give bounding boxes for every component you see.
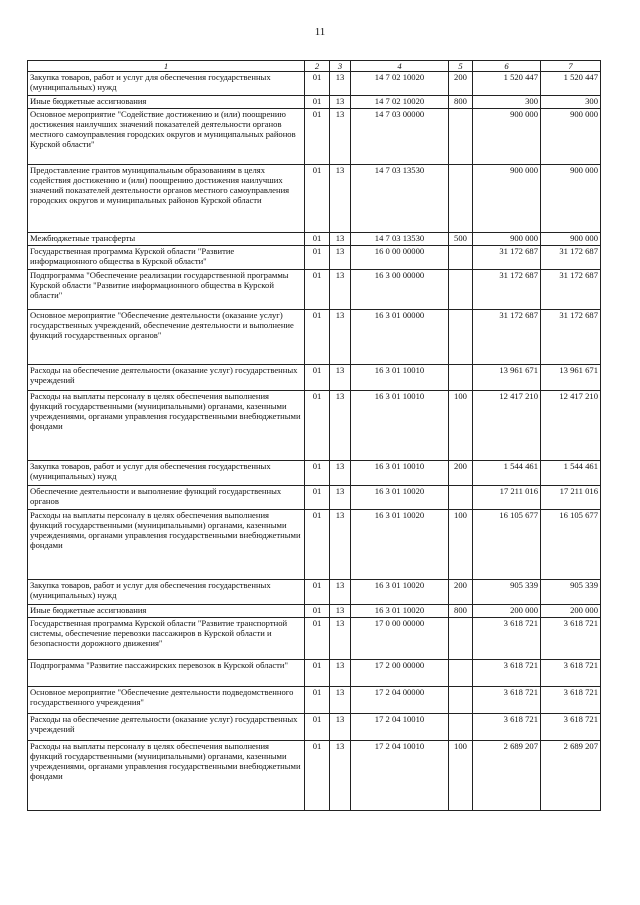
subsection-code-cell: 13	[330, 580, 351, 605]
amount-cell: 3 618 721	[473, 714, 541, 741]
amount-cell: 300	[473, 96, 541, 109]
section-code-cell: 01	[305, 510, 330, 580]
section-code-cell: 01	[305, 660, 330, 687]
subsection-code-cell: 13	[330, 96, 351, 109]
column-header: 3	[330, 61, 351, 72]
subsection-code-cell: 13	[330, 246, 351, 270]
expense-type-cell	[449, 660, 473, 687]
target-article-cell: 16 3 01 10010	[351, 365, 449, 391]
amount-cell: 905 339	[541, 580, 601, 605]
section-code-cell: 01	[305, 270, 330, 310]
section-code-cell: 01	[305, 233, 330, 246]
section-code-cell: 01	[305, 605, 330, 618]
amount-cell: 3 618 721	[473, 687, 541, 714]
target-article-cell: 16 3 01 10010	[351, 391, 449, 461]
row-name-cell: Основное мероприятие "Обеспечение деятельности подведомственного государственного учреждения"	[28, 687, 305, 714]
table-row	[28, 72, 601, 96]
row-name-cell: Расходы на обеспечение деятельности (оказание услуг) государственных учреждений	[28, 365, 305, 391]
subsection-code-cell: 13	[330, 461, 351, 486]
expense-type-cell: 200	[449, 580, 473, 605]
section-code-cell: 01	[305, 486, 330, 510]
expense-type-cell	[449, 687, 473, 714]
expense-type-cell: 200	[449, 461, 473, 486]
target-article-cell: 17 2 04 10010	[351, 714, 449, 741]
column-header: 1	[28, 61, 305, 72]
expense-type-cell: 500	[449, 233, 473, 246]
row-name-cell: Расходы на выплаты персоналу в целях обеспечения выполнения функций государственными (муниципальными) органами, казенными учреждениями, органами управления государственными внебюджетными фондами	[28, 510, 305, 580]
subsection-code-cell: 13	[330, 486, 351, 510]
section-code-cell: 01	[305, 741, 330, 811]
table-row	[28, 741, 601, 811]
target-article-cell: 17 2 00 00000	[351, 660, 449, 687]
section-code-cell: 01	[305, 72, 330, 96]
subsection-code-cell: 13	[330, 270, 351, 310]
section-code-cell: 01	[305, 165, 330, 233]
subsection-code-cell: 13	[330, 660, 351, 687]
subsection-code-cell: 13	[330, 391, 351, 461]
amount-cell: 12 417 210	[541, 391, 601, 461]
amount-cell: 31 172 687	[473, 246, 541, 270]
target-article-cell: 16 3 01 10010	[351, 461, 449, 486]
amount-cell: 1 520 447	[473, 72, 541, 96]
section-code-cell: 01	[305, 246, 330, 270]
table-row	[28, 96, 601, 109]
target-article-cell: 14 7 03 13530	[351, 165, 449, 233]
section-code-cell: 01	[305, 618, 330, 660]
subsection-code-cell: 13	[330, 605, 351, 618]
row-name-cell: Закупка товаров, работ и услуг для обеспечения государственных (муниципальных) нужд	[28, 580, 305, 605]
amount-cell: 16 105 677	[473, 510, 541, 580]
row-name-cell: Государственная программа Курской области "Развитие информационного общества в Курской области"	[28, 246, 305, 270]
amount-cell: 17 211 016	[541, 486, 601, 510]
subsection-code-cell: 13	[330, 109, 351, 165]
target-article-cell: 16 3 00 00000	[351, 270, 449, 310]
target-article-cell: 16 0 00 00000	[351, 246, 449, 270]
amount-cell: 3 618 721	[541, 714, 601, 741]
amount-cell: 17 211 016	[473, 486, 541, 510]
expense-type-cell	[449, 618, 473, 660]
amount-cell: 3 618 721	[541, 687, 601, 714]
table-row	[28, 580, 601, 605]
amount-cell: 3 618 721	[473, 618, 541, 660]
row-name-cell: Расходы на обеспечение деятельности (оказание услуг) государственных учреждений	[28, 714, 305, 741]
amount-cell: 200 000	[541, 605, 601, 618]
target-article-cell: 16 3 01 10020	[351, 605, 449, 618]
table-row	[28, 486, 601, 510]
row-name-cell: Основное мероприятие "Обеспечение деятельности (оказание услуг) государственных учреждений, обеспечение деятельности и выполнение функций государственных органов"	[28, 310, 305, 365]
table-row	[28, 618, 601, 660]
row-name-cell: Подпрограмма "Развитие пассажирских перевозок в Курской области"	[28, 660, 305, 687]
target-article-cell: 14 7 02 10020	[351, 96, 449, 109]
row-name-cell: Расходы на выплаты персоналу в целях обеспечения выполнения функций государственными (муниципальными) органами, казенными учреждениями, органами управления государственными внебюджетными фондами	[28, 741, 305, 811]
expense-type-cell	[449, 109, 473, 165]
subsection-code-cell: 13	[330, 687, 351, 714]
section-code-cell: 01	[305, 461, 330, 486]
amount-cell: 1 544 461	[473, 461, 541, 486]
table-body	[28, 72, 601, 811]
subsection-code-cell: 13	[330, 233, 351, 246]
table-row	[28, 391, 601, 461]
column-header: 7	[541, 61, 601, 72]
section-code-cell: 01	[305, 391, 330, 461]
amount-cell: 900 000	[473, 165, 541, 233]
row-name-cell: Основное мероприятие "Содействие достижению и (или) поощрению достижения наилучших значений показателей деятельности органов местного самоуправления городских округов и муниципальных районов Курской области"	[28, 109, 305, 165]
target-article-cell: 14 7 03 00000	[351, 109, 449, 165]
amount-cell: 3 618 721	[541, 660, 601, 687]
section-code-cell: 01	[305, 310, 330, 365]
amount-cell: 2 689 207	[541, 741, 601, 811]
target-article-cell: 17 2 04 10010	[351, 741, 449, 811]
row-name-cell: Государственная программа Курской области "Развитие транспортной системы, обеспечение перевозки пассажиров в Курской области и безопасности дорожного движения"	[28, 618, 305, 660]
subsection-code-cell: 13	[330, 510, 351, 580]
expense-type-cell	[449, 165, 473, 233]
section-code-cell: 01	[305, 580, 330, 605]
amount-cell: 900 000	[541, 165, 601, 233]
table-header-row	[28, 61, 601, 72]
table-row	[28, 109, 601, 165]
page-number: 11	[314, 26, 326, 38]
expense-type-cell	[449, 310, 473, 365]
table-row	[28, 365, 601, 391]
target-article-cell: 14 7 02 10020	[351, 72, 449, 96]
expense-type-cell	[449, 365, 473, 391]
target-article-cell: 16 3 01 10020	[351, 510, 449, 580]
amount-cell: 13 961 671	[541, 365, 601, 391]
row-name-cell: Иные бюджетные ассигнования	[28, 96, 305, 109]
amount-cell: 31 172 687	[541, 270, 601, 310]
column-header: 2	[305, 61, 330, 72]
amount-cell: 12 417 210	[473, 391, 541, 461]
target-article-cell: 16 3 01 10020	[351, 486, 449, 510]
amount-cell: 3 618 721	[473, 660, 541, 687]
amount-cell: 3 618 721	[541, 618, 601, 660]
amount-cell: 200 000	[473, 605, 541, 618]
amount-cell: 900 000	[541, 233, 601, 246]
target-article-cell: 16 3 01 00000	[351, 310, 449, 365]
amount-cell: 31 172 687	[473, 270, 541, 310]
table-row	[28, 510, 601, 580]
amount-cell: 31 172 687	[541, 246, 601, 270]
table-row	[28, 461, 601, 486]
expense-type-cell	[449, 246, 473, 270]
amount-cell: 900 000	[541, 109, 601, 165]
section-code-cell: 01	[305, 109, 330, 165]
subsection-code-cell: 13	[330, 310, 351, 365]
column-header: 6	[473, 61, 541, 72]
expense-type-cell: 100	[449, 741, 473, 811]
table-row	[28, 605, 601, 618]
section-code-cell: 01	[305, 687, 330, 714]
table-row	[28, 310, 601, 365]
budget-table	[27, 60, 601, 811]
section-code-cell: 01	[305, 96, 330, 109]
subsection-code-cell: 13	[330, 618, 351, 660]
row-name-cell: Закупка товаров, работ и услуг для обеспечения государственных (муниципальных) нужд	[28, 72, 305, 96]
table-row	[28, 714, 601, 741]
expense-type-cell	[449, 714, 473, 741]
expense-type-cell: 100	[449, 510, 473, 580]
table-row	[28, 270, 601, 310]
amount-cell: 905 339	[473, 580, 541, 605]
amount-cell: 900 000	[473, 109, 541, 165]
amount-cell: 1 544 461	[541, 461, 601, 486]
amount-cell: 300	[541, 96, 601, 109]
amount-cell: 16 105 677	[541, 510, 601, 580]
subsection-code-cell: 13	[330, 72, 351, 96]
section-code-cell: 01	[305, 714, 330, 741]
target-article-cell: 16 3 01 10020	[351, 580, 449, 605]
amount-cell: 31 172 687	[541, 310, 601, 365]
amount-cell: 31 172 687	[473, 310, 541, 365]
expense-type-cell: 800	[449, 96, 473, 109]
subsection-code-cell: 13	[330, 165, 351, 233]
subsection-code-cell: 13	[330, 741, 351, 811]
column-header: 4	[351, 61, 449, 72]
row-name-cell: Иные бюджетные ассигнования	[28, 605, 305, 618]
expense-type-cell: 800	[449, 605, 473, 618]
target-article-cell: 17 2 04 00000	[351, 687, 449, 714]
row-name-cell: Подпрограмма "Обеспечение реализации государственной программы Курской области "Развитие информационного общества в Курской области"	[28, 270, 305, 310]
subsection-code-cell: 13	[330, 365, 351, 391]
row-name-cell: Закупка товаров, работ и услуг для обеспечения государственных (муниципальных) нужд	[28, 461, 305, 486]
amount-cell: 13 961 671	[473, 365, 541, 391]
table-row	[28, 660, 601, 687]
amount-cell: 1 520 447	[541, 72, 601, 96]
column-header: 5	[449, 61, 473, 72]
amount-cell: 900 000	[473, 233, 541, 246]
section-code-cell: 01	[305, 365, 330, 391]
expense-type-cell	[449, 270, 473, 310]
row-name-cell: Расходы на выплаты персоналу в целях обеспечения выполнения функций государственными (муниципальными) органами, казенными учреждениями, органами управления государственными внебюджетными фондами	[28, 391, 305, 461]
table-row	[28, 687, 601, 714]
table-row	[28, 233, 601, 246]
amount-cell: 2 689 207	[473, 741, 541, 811]
row-name-cell: Предоставление грантов муниципальным образованиям в целях содействия достижению и (или) поощрению достижения наилучших значений показателей деятельности органов местного самоуправления городских округов и муниципальных районов Курской области	[28, 165, 305, 233]
row-name-cell: Межбюджетные трансферты	[28, 233, 305, 246]
table-row	[28, 165, 601, 233]
target-article-cell: 14 7 03 13530	[351, 233, 449, 246]
subsection-code-cell: 13	[330, 714, 351, 741]
target-article-cell: 17 0 00 00000	[351, 618, 449, 660]
row-name-cell: Обеспечение деятельности и выполнение функций государственных органов	[28, 486, 305, 510]
expense-type-cell: 200	[449, 72, 473, 96]
table-row	[28, 246, 601, 270]
expense-type-cell: 100	[449, 391, 473, 461]
expense-type-cell	[449, 486, 473, 510]
